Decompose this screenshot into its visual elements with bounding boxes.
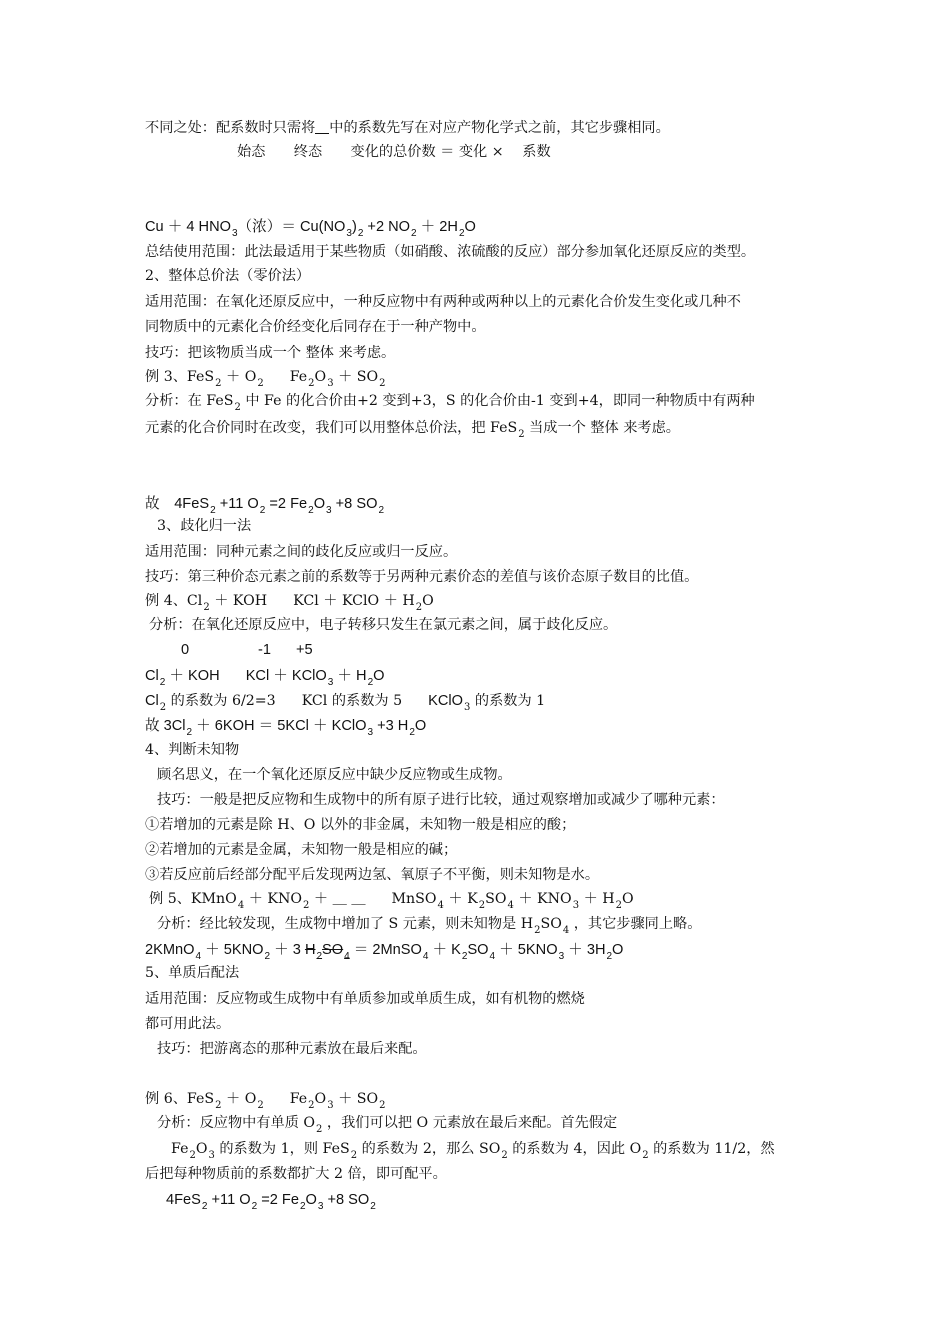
example-4: 例 4、$Cl_2$ ＋ KOH KCl ＋ KClO ＋ $H_2O$ [145,593,434,613]
answer-4: 故 $3Cl_2 + 6KOH = 5KCl$ ＋ KClO$_3$ +3 $H_2O$ [145,718,427,738]
analysis-6-cont: $Fe_2O_3$ 的系数为 1，则 FeS$_2$ 的系数为 2，那么 $SO_2$ 的系数为 4，因此 $O_2$ 的系数为 11/2，然 [171,1141,775,1161]
scope-text-5: 适用范围：反应物或生成物中有单质参加或单质生成，如有机物的燃烧 [145,991,585,1007]
valence-minus1: -1 [258,642,271,658]
equation-cu-hno3: Cu ＋ 4 $HNO_3$（浓）＝ $Cu(NO_3)_2 +2$ $NO_2 + 2H_2O$ [145,219,476,239]
heading-method-5: 5、单质后配法 [145,965,240,981]
heading-method-2: 2、整体总价法（零价法） [145,268,311,284]
blank-underline [315,121,329,134]
answer-3: 故 4FeS$_2$ +11 $O_2 =2$ $Fe_2O_3 +8$ $SO_2$ [145,496,385,516]
summary-scope: 总结使用范围：此法最适用于某些物质（如硝酸、浓硫酸的反应）部分参加氧化还原反应的类型。 [145,244,756,260]
scope-text-cont: 同物质中的元素化合价经变化后同存在于一种产物中。 [145,319,486,335]
analysis-4: 分析：在氧化还原反应中，电子转移只发生在氯元素之间，属于歧化反应。 [149,617,618,633]
tip-text-3: 技巧：第三种价态元素之前的系数等于另两种元素价态的差值与该价态原子数目的比值。 [145,569,699,585]
example-6: 例 6、$FeS_2 + O_2$ $Fe_2O_3 + SO_2$ [145,1091,386,1111]
scope-text-5-cont: 都可用此法。 [145,1016,231,1032]
rule-2: ②若增加的元素是金属，未知物一般是相应的碱； [145,842,458,858]
equation-5: 2KMnO$_4$ ＋ $5KNO_2 + 3$ $H_2SO_4$ ＝ 2MnSO$_4$ ＋ $K_2SO_4 + 5KNO_3 + 3H_2O$ [145,942,624,962]
line-different: 不同之处：配系数时只需将 中的系数先写在对应产物化学式之前，其它步骤相同。 [145,120,670,136]
valence-0: 0 [181,642,190,658]
heading-method-3: 3、歧化归一法 [157,518,252,534]
tip-text-4: 技巧：一般是把反应物和生成物中的所有原子进行比较，通过观察增加或减少了哪种元素： [157,792,725,808]
analysis-6-end: 后把每种物质前的系数都扩大 2 倍，即可配平。 [145,1166,447,1182]
scope-text: 适用范围：在氧化还原反应中，一种反应物中有两种或两种以上的元素化合价发生变化或几种不 [145,294,741,310]
heading-method-4: 4、判断未知物 [145,742,240,758]
example-5: 例 5、KMnO$_4$ ＋ $KNO_2$ ＋ ＿ ＿ MnSO$_4$ ＋ $K_2SO_4 + KNO_3 + H_2O$ [149,891,634,911]
meaning-text: 顾名思义，在一个氧化还原反应中缺少反应物或生成物。 [157,767,512,783]
analysis-3: 分析：在 FeS$_2$ 中 Fe 的化合价由+2 变到+3，S 的化合价由-1 变到+4，即同一种物质中有两种 [145,393,755,413]
analysis-3-cont: 元素的化合价同时在改变，我们可以用整体总价法，把 FeS$_2$ 当成一个 整体 来考虑。 [145,420,680,440]
rule-1: ①若增加的元素是除 H、O 以外的非金属，未知物一般是相应的酸； [145,817,576,833]
tip-text: 技巧：把该物质当成一个 整体 来考虑。 [145,345,396,361]
example-3: 例 3、$FeS_2 + O_2$ $Fe_2O_3 + SO_2$ [145,369,386,389]
tip-text-5: 技巧：把游离态的那种元素放在最后来配。 [157,1041,427,1057]
analysis-5: 分析：经比较发现，生成物中增加了 S 元素，则未知物是 $H_2SO_4$ ，其它步骤同上略。 [157,916,702,936]
coefficients-4: $Cl_2$ 的系数为 6/2=3 KCl 的系数为 5 KClO$_3$ 的系数为 1 [145,693,546,713]
rule-3: ③若反应前后经部分配平后发现两边氢、氧原子不平衡，则未知物是水。 [145,867,600,883]
equation-cl2-koh: $Cl_2$ ＋ KOH KCl ＋ KClO$_3$ ＋ $H_2O$ [145,668,385,688]
answer-6: 4FeS$_2$ +11 $O_2 =2$ $Fe_2O_3 +8$ $SO_2$ [166,1192,376,1212]
struck-h2so4: $H_2SO_4$ [304,942,350,962]
valence-plus5: +5 [296,642,313,658]
analysis-6: 分析：反应物中有单质 $O_2$ ，我们可以把 O 元素放在最后来配。首先假定 [157,1115,618,1135]
line-state-labels: 始态 终态 变化的总价数 ＝ 变化 × 系数 [237,144,551,160]
scope-text-3: 适用范围：同种元素之间的歧化反应或归一反应。 [145,544,458,560]
